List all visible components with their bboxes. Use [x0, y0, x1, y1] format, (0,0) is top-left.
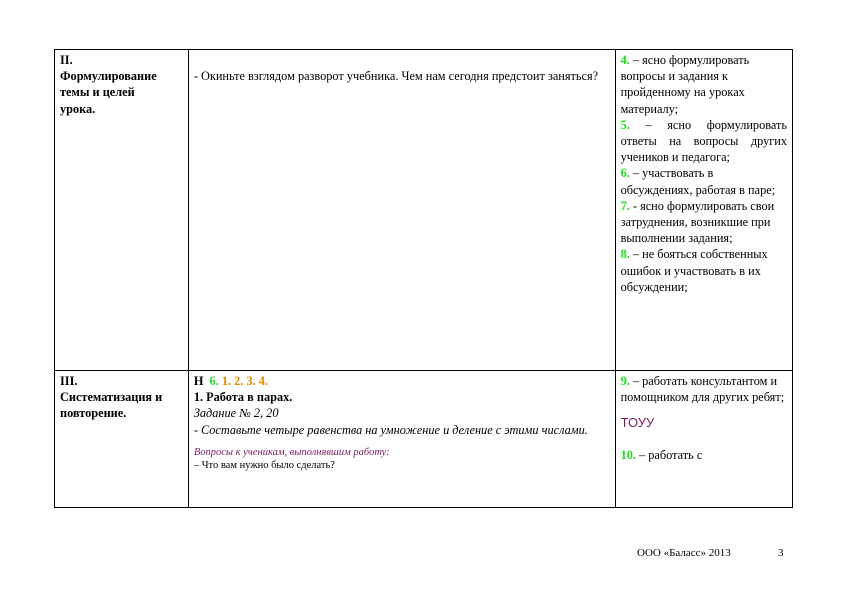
activity-cell — [188, 371, 615, 508]
stage-line: Формулирование — [60, 69, 157, 84]
uud-number: 8. — [620, 247, 630, 262]
uud-text: – ясно формулировать ответы на вопросы других учеников и педагога; — [620, 117, 787, 165]
stage-line: III. — [60, 374, 78, 388]
task-reference: Задание № 2, 20 — [193, 406, 279, 421]
activity-cell — [188, 50, 615, 371]
uud-text: – не бояться собственных ошибок и участвовать в их обсуждении; — [620, 247, 768, 294]
footer-publisher: ООО «Баласс» 2013 — [637, 547, 731, 559]
stage-line: II. — [60, 53, 73, 67]
tag-orange: 1. 2. 3. 4. — [221, 374, 268, 388]
questions-label: Вопросы к ученикам, выполнявшим работу: — [193, 446, 390, 458]
task-title: 1. Работа в парах. — [193, 390, 293, 405]
uud-item — [621, 447, 787, 463]
stage-line: урока. — [60, 101, 96, 116]
question-item: – Что вам нужно было сделать? — [193, 459, 335, 471]
teacher-prompt: - Окиньте взглядом разворот учебника. Чем нам сегодня предстоит заняться? — [193, 69, 599, 83]
stage-line: повторение. — [60, 406, 127, 421]
uud-text: - ясно формулировать свои затруднения, возникшие при выполнении задания; — [620, 198, 775, 246]
tag-green: 6. — [209, 374, 219, 388]
uud-number: 4. — [620, 53, 630, 67]
uud-text: – ясно формулировать вопросы и задания к пройденному на уроках материалу; — [620, 53, 750, 116]
uud-item — [621, 246, 787, 295]
uud-number: 9. — [620, 374, 630, 388]
toyy-label: ТОУУ — [620, 415, 655, 431]
task-tags — [194, 373, 610, 389]
uud-text: – участвовать в обсуждениях, работая в паре; — [620, 166, 776, 197]
tag-prefix: Н — [193, 374, 204, 388]
table-row — [55, 371, 793, 508]
uud-cell — [615, 50, 792, 371]
stage-cell — [55, 371, 189, 508]
page-number: 3 — [778, 547, 784, 559]
uud-number: 6. — [620, 166, 630, 181]
uud-item — [621, 165, 787, 197]
uud-text: – работать с — [635, 447, 703, 462]
task-text: - Составьте четыре равенства на умножение и деление с этими числами. — [193, 422, 588, 437]
uud-item — [621, 52, 787, 117]
uud-number: 10. — [620, 447, 636, 462]
uud-number: 5. — [620, 117, 630, 132]
stage-line: Систематизация и — [60, 390, 163, 405]
uud-cell — [615, 371, 792, 508]
uud-number: 7. — [620, 198, 630, 213]
uud-text: – работать консультантом и помощником для других ребят; — [620, 374, 785, 405]
stage-cell — [55, 50, 189, 371]
uud-item — [621, 198, 787, 247]
uud-item — [621, 117, 787, 166]
lesson-plan-table — [54, 49, 793, 508]
table-row — [55, 50, 793, 371]
stage-line: темы и целей — [60, 85, 135, 100]
uud-item — [621, 373, 787, 405]
